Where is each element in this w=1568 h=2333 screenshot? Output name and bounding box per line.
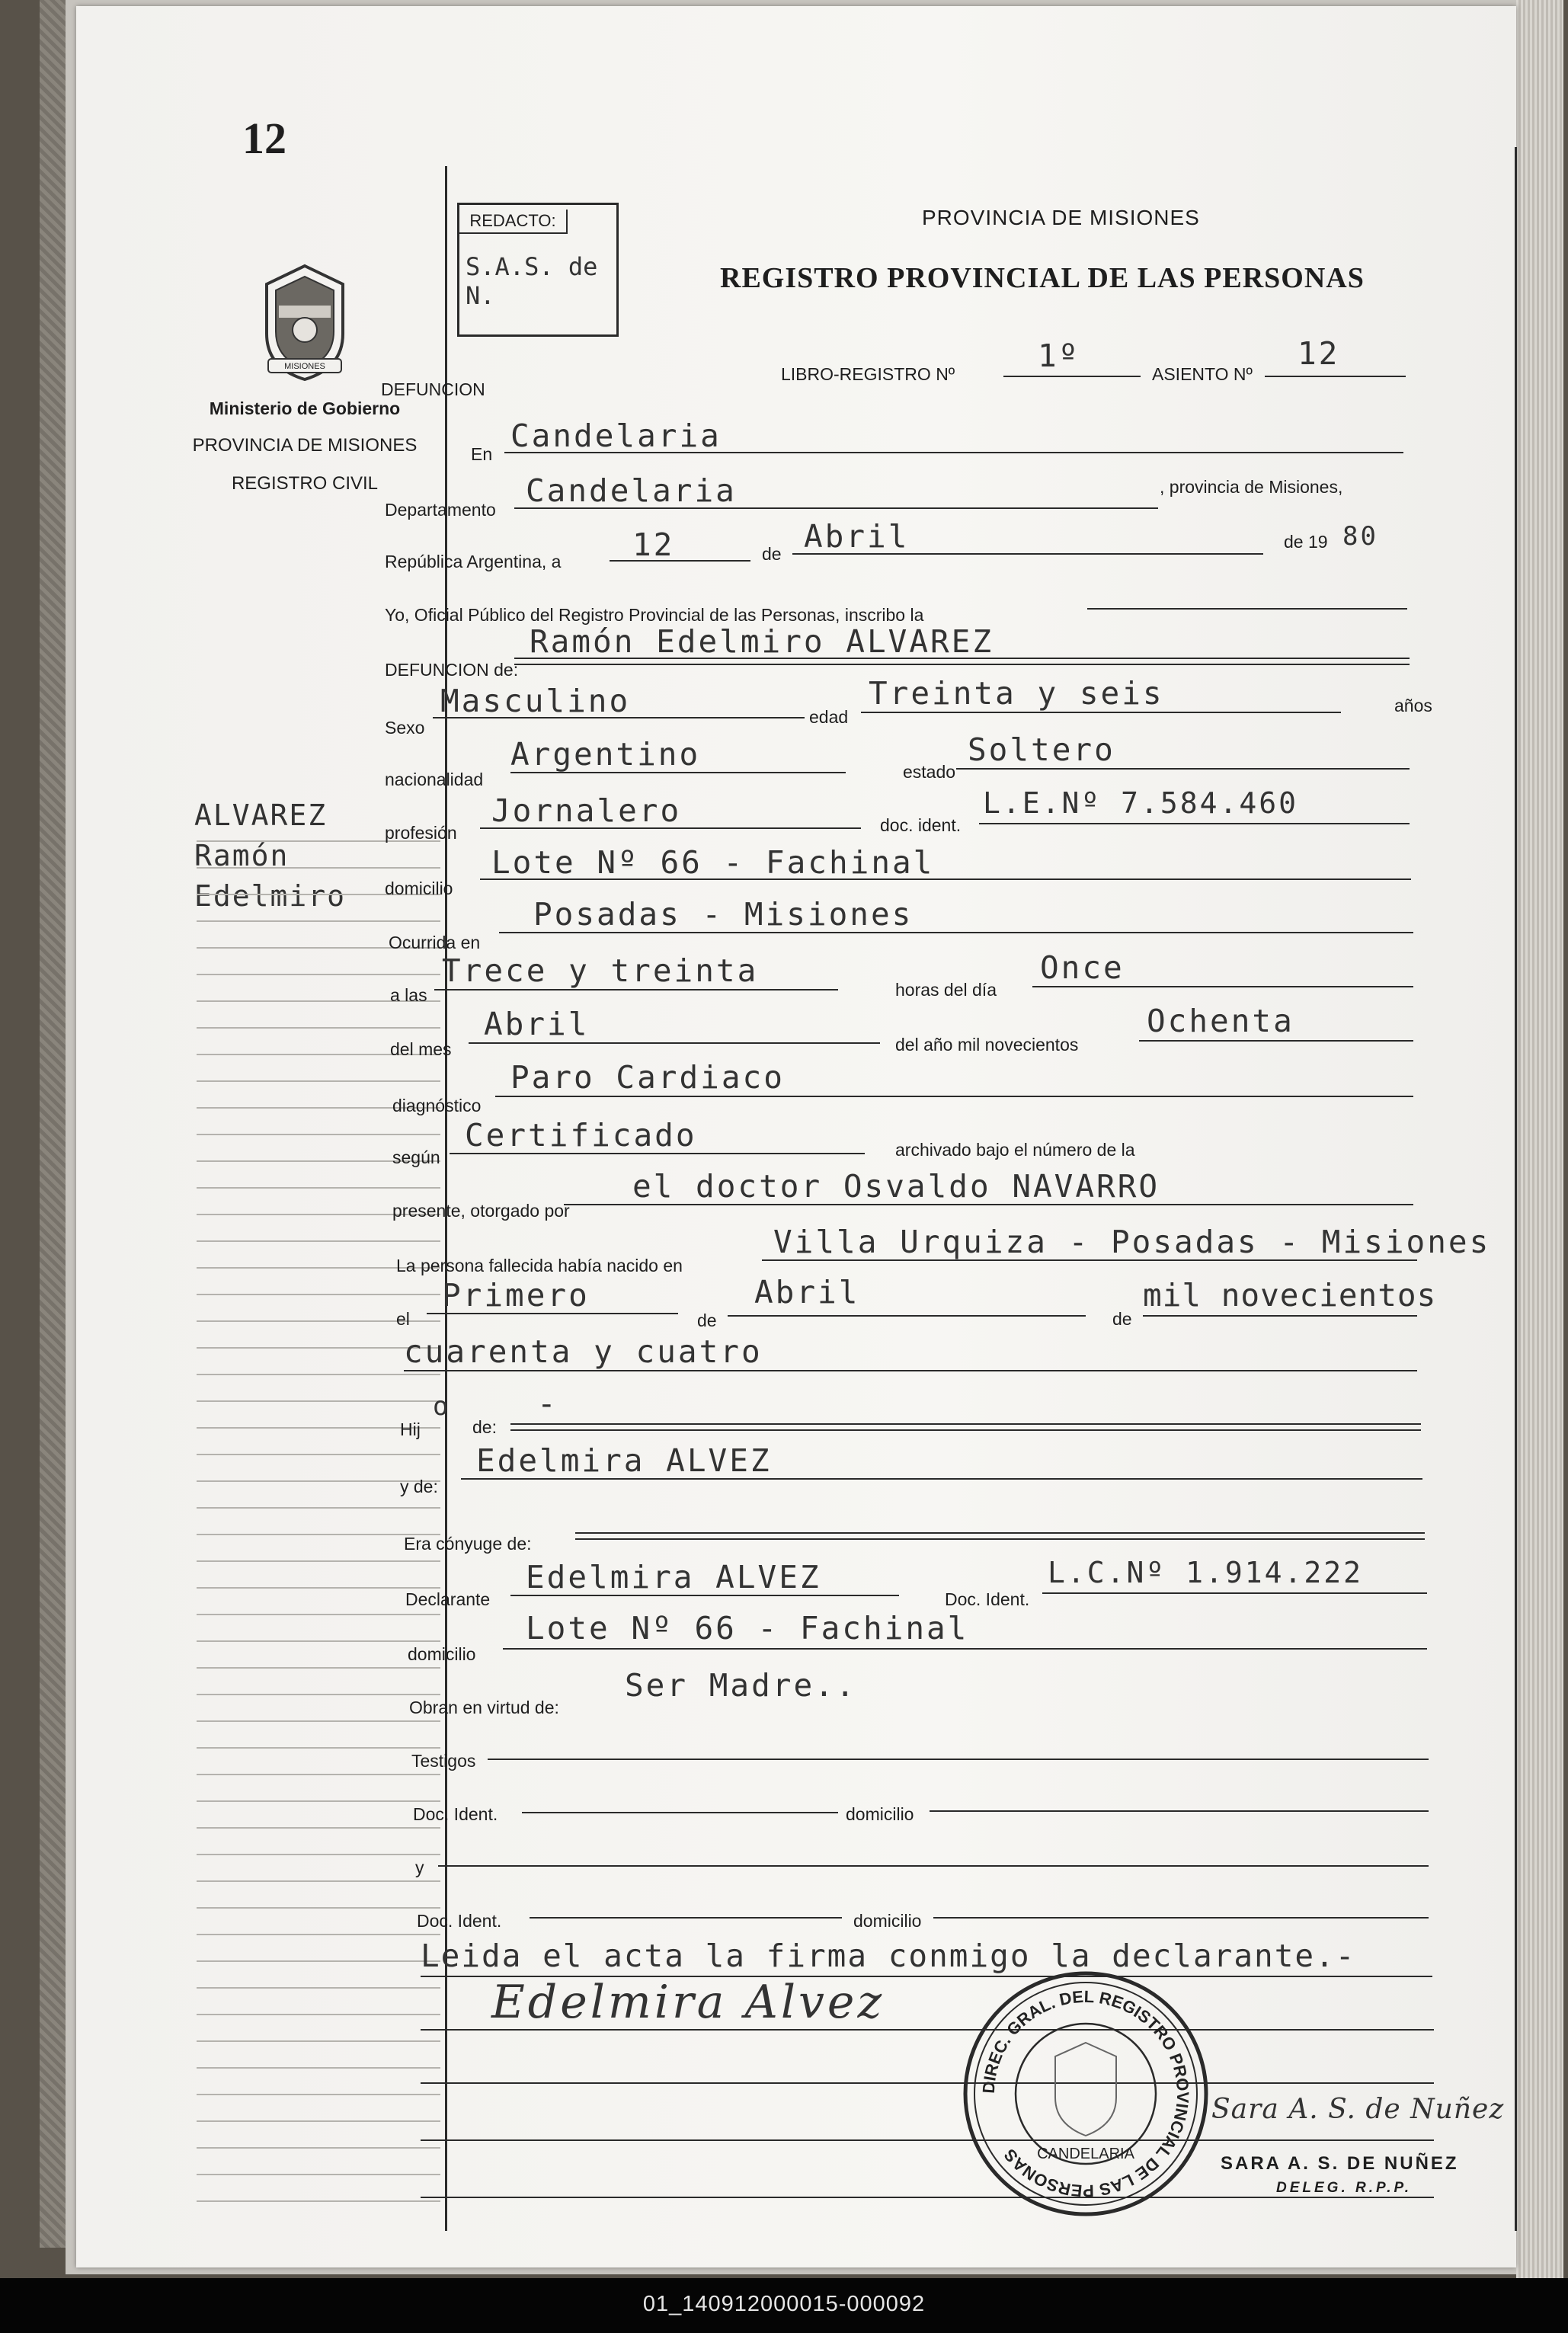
mes-value: Abril	[484, 1006, 590, 1042]
margin-rule	[197, 2040, 440, 2042]
page-stack-edge	[1516, 0, 1563, 2278]
margin-rule	[197, 2147, 440, 2149]
doc-ident1-label: Doc. Ident.	[413, 1804, 498, 1824]
margin-rule	[197, 1507, 440, 1509]
y-label: y	[415, 1858, 424, 1877]
asiento-label: ASIENTO Nº	[1152, 364, 1253, 384]
margin-rule	[197, 2014, 440, 2015]
estado-value: Soltero	[968, 731, 1115, 768]
diagnostico-value: Paro Cardiaco	[510, 1059, 785, 1096]
margin-rule	[197, 1294, 440, 1295]
decl-domicilio-label: domicilio	[408, 1644, 476, 1664]
dia-value: Once	[1040, 949, 1125, 986]
crest-caption: MISIONES	[284, 362, 325, 371]
margin-rule	[197, 1080, 440, 1082]
hij-value: o	[433, 1391, 451, 1422]
margin-rule	[197, 867, 440, 869]
nacido-label: La persona fallecida había nacido en	[396, 1256, 683, 1275]
profesion-label: profesión	[385, 823, 457, 843]
province-label: PROVINCIA DE MISIONES	[192, 435, 418, 456]
asiento-value: 12	[1298, 335, 1340, 372]
margin-rule	[197, 2094, 440, 2095]
month-value: Abril	[804, 518, 910, 555]
del-mes-label: del mes	[390, 1039, 452, 1059]
record-type-label: DEFUNCION	[381, 379, 485, 399]
margin-rule	[197, 1934, 440, 1935]
nac-de2-label: de	[1112, 1309, 1132, 1329]
year-label: de 19	[1284, 532, 1328, 552]
hij-de-label: de:	[472, 1417, 497, 1437]
archivado-label: archivado bajo el número de la	[895, 1140, 1135, 1160]
margin-rule	[197, 2200, 440, 2202]
doc-ident-label: doc. ident.	[880, 815, 962, 835]
margin-rule	[197, 1400, 440, 1402]
segun-label: según	[392, 1147, 440, 1167]
redacto-box	[457, 203, 619, 337]
y-de-label: y de:	[400, 1477, 438, 1496]
a-las-label: a las	[390, 985, 427, 1005]
domicilio-label: domicilio	[385, 878, 453, 898]
diagnostico-label: diagnóstico	[392, 1096, 482, 1115]
margin-rule	[197, 1454, 440, 1455]
anos-label: años	[1394, 696, 1432, 715]
ano-value: Ochenta	[1147, 1003, 1294, 1039]
domicilio1-label: domicilio	[846, 1804, 914, 1824]
de-label: de	[762, 544, 782, 564]
closing-statement: Leida el acta la firma conmigo la declarante.-	[421, 1938, 1356, 1974]
republica-label: República Argentina, a	[385, 552, 562, 571]
presente-label: presente, otorgado por	[392, 1201, 570, 1221]
redacto-value: S.A.S. de N.	[466, 252, 598, 310]
edad-label: edad	[809, 707, 849, 727]
deceased-name: Ramón Edelmiro ALVAREZ	[530, 623, 994, 660]
doc-ident-value: L.E.Nº 7.584.460	[983, 786, 1299, 820]
en-value: Candelaria	[510, 418, 722, 454]
margin-rule	[197, 1187, 440, 1189]
obran-value: Ser Madre..	[625, 1667, 857, 1704]
nacionalidad-label: nacionalidad	[385, 770, 484, 789]
decl-domicilio-value: Lote Nº 66 - Fachinal	[526, 1610, 969, 1647]
margin-rule	[197, 2067, 440, 2069]
domicilio2-label: domicilio	[853, 1911, 922, 1931]
hora-value: Trece y treinta	[442, 952, 759, 989]
official-title: DELEG. R.P.P.	[1276, 2180, 1413, 2196]
year-value: 80	[1342, 521, 1378, 552]
seal-ring-text: DIREC. GRAL. DEL REGISTRO PROVINCIAL DE LAS PERSONAS	[978, 1986, 1193, 2201]
sexo-label: Sexo	[385, 718, 425, 738]
margin-rule	[197, 1827, 440, 1829]
margin-rule	[197, 1374, 440, 1375]
declarant-signature: Edelmira Alvez	[491, 1976, 885, 2029]
nac-ano-value: mil novecientos	[1143, 1277, 1437, 1314]
provincial-crest-icon	[251, 261, 358, 383]
sexo-value: Masculino	[440, 683, 631, 719]
margin-rule	[197, 1854, 440, 1855]
segun-value: Certificado	[465, 1117, 697, 1154]
redacto-label: REDACTO:	[459, 210, 568, 234]
ocurrida-label: Ocurrida en	[389, 933, 481, 952]
registry-label: REGISTRO CIVIL	[231, 473, 379, 494]
libro-label: LIBRO-REGISTRO Nº	[781, 364, 955, 384]
margin-rule	[197, 1587, 440, 1589]
nac-de-label: de	[697, 1311, 717, 1330]
el-label: el	[396, 1309, 410, 1329]
margin-rule	[197, 1134, 440, 1135]
nacionalidad-value: Argentino	[510, 736, 701, 773]
departamento-value: Candelaria	[526, 472, 737, 509]
form-title: REGISTRO PROVINCIAL DE LAS PERSONAS	[720, 262, 1365, 294]
obran-label: Obran en virtud de:	[409, 1698, 559, 1717]
margin-rule	[197, 1027, 440, 1029]
hij-de-value: -	[537, 1385, 558, 1422]
nac-ano-continuation: cuarenta y cuatro	[404, 1333, 763, 1370]
intro-text: Yo, Oficial Público del Registro Provincial de las Personas, inscribo la	[385, 605, 924, 625]
day-value: 12	[632, 526, 675, 563]
margin-note-surname: ALVAREZ	[194, 798, 328, 832]
page-number: 12	[242, 114, 286, 163]
ocurrida-value: Posadas - Misiones	[533, 896, 914, 933]
margin-rule	[197, 1800, 440, 1802]
margin-rule	[197, 2120, 440, 2122]
edad-value: Treinta y seis	[869, 675, 1164, 712]
doc-ident2-label: Doc. Ident.	[417, 1911, 502, 1931]
provincia-suffix: , provincia de Misiones,	[1160, 477, 1343, 497]
margin-rule	[197, 1240, 440, 1242]
margin-note-middlename: Edelmiro	[194, 879, 347, 913]
margin-rule	[197, 1614, 440, 1615]
margin-rule	[197, 1907, 440, 1909]
seal-town: CANDELARIA	[1037, 2146, 1134, 2162]
form-right-rule	[1515, 147, 1517, 2231]
official-name: SARA A. S. DE NUÑEZ	[1221, 2153, 1459, 2174]
profesion-value: Jornalero	[491, 792, 682, 829]
margin-rule	[197, 1960, 440, 1962]
decl-doc-value: L.C.Nº 1.914.222	[1048, 1556, 1364, 1589]
departamento-label: Departamento	[385, 500, 496, 520]
hij-label: Hij	[400, 1419, 421, 1439]
margin-rule	[197, 1720, 440, 1722]
margin-rule	[197, 974, 440, 975]
domicilio-value: Lote Nº 66 - Fachinal	[491, 844, 935, 881]
presente-value: el doctor Osvaldo NAVARRO	[632, 1168, 1160, 1205]
register-page	[76, 6, 1516, 2267]
nac-dia-value: Primero	[442, 1277, 590, 1314]
en-label: En	[471, 444, 493, 464]
margin-rule	[197, 1880, 440, 1882]
decl-doc-label: Doc. Ident.	[945, 1589, 1030, 1609]
nacido-value: Villa Urquiza - Posadas - Misiones	[773, 1224, 1491, 1260]
margin-rule	[197, 1747, 440, 1749]
official-signature: Sara A. S. de Nuñez	[1211, 2094, 1505, 2125]
margin-rule	[197, 1560, 440, 1562]
margin-rule	[197, 1774, 440, 1775]
libro-value: 1º	[1038, 338, 1080, 374]
margin-rule	[197, 1694, 440, 1695]
nac-mes-value: Abril	[754, 1274, 860, 1311]
margin-rule	[197, 1987, 440, 1989]
y-de-value: Edelmira ALVEZ	[476, 1442, 772, 1479]
testigos-label: Testigos	[411, 1751, 476, 1771]
horas-label: horas del día	[895, 980, 997, 1000]
defuncion-de-label: DEFUNCION de:	[385, 660, 519, 680]
margin-rule	[197, 1640, 440, 1642]
ano-mil-label: del año mil novecientos	[895, 1035, 1079, 1054]
estado-label: estado	[903, 762, 956, 782]
scan-filename: 01_140912000015-000092	[642, 2292, 926, 2316]
registry-seal-icon	[960, 1968, 1211, 2219]
declarante-value: Edelmira ALVEZ	[526, 1559, 821, 1595]
conyuge-label: Era cónyuge de:	[404, 1534, 532, 1554]
margin-rule	[197, 920, 440, 922]
declarante-label: Declarante	[405, 1589, 491, 1609]
ministry-label: Ministerio de Gobierno	[209, 398, 401, 418]
margin-note-firstname: Ramón	[194, 839, 290, 872]
margin-rule	[197, 2174, 440, 2175]
form-province: PROVINCIA DE MISIONES	[922, 206, 1200, 229]
margin-rule	[197, 1667, 440, 1669]
